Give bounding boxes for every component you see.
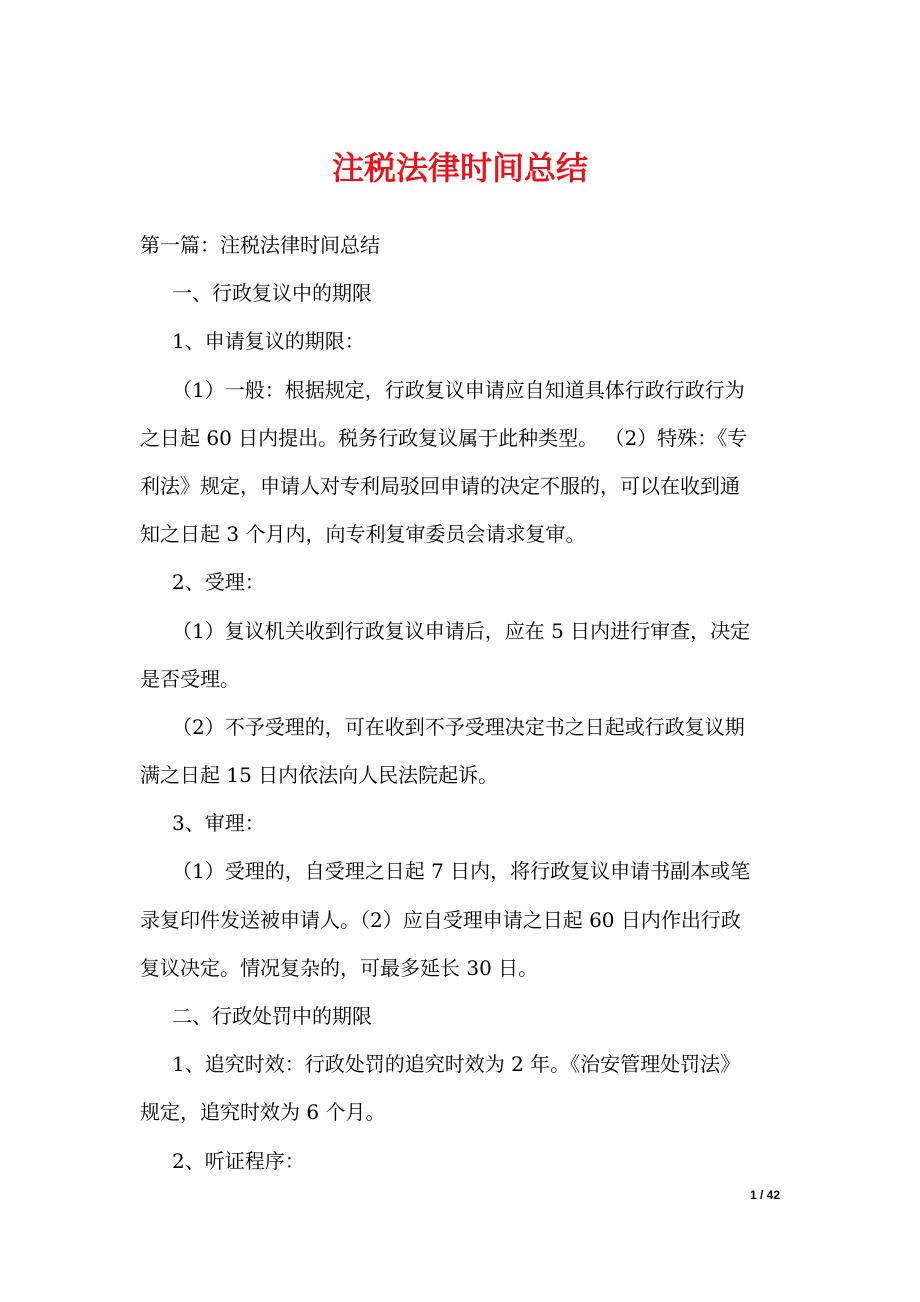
text-line: 复议决定。情况复杂的，可最多延长 30 日。 [140, 955, 539, 980]
text-line: 满之日起 15 日内依法向人民法院起诉。 [140, 763, 499, 788]
paragraph [140, 366, 790, 559]
text-line: 1、申请复议的期限： [172, 329, 365, 354]
document-body [140, 221, 790, 1185]
text-line: 录复印件发送被申请人。（2）应自受理申请之日起 60 日内作出行政 [140, 907, 741, 932]
paragraph [140, 221, 790, 269]
paragraph [140, 269, 790, 317]
text-line: 2、受理： [172, 570, 265, 595]
text-line: （1）受理的，自受理之日起 7 日内，将行政复议申请书副本或笔 [172, 859, 751, 884]
document-title: 注税法律时间总结 [331, 149, 588, 187]
text-line: 1、追究时效：行政处罚的追究时效为 2 年。《治安管理处罚法》 [172, 1052, 741, 1077]
text-line: 2、听证程序： [172, 1148, 305, 1173]
text-line: 规定，追究时效为 6 个月。 [140, 1100, 386, 1125]
paragraph [140, 992, 790, 1040]
text-line: 是否受理。 [140, 666, 240, 691]
text-line: 第一篇：注税法律时间总结 [140, 233, 380, 257]
paragraph [140, 607, 790, 703]
paragraph [140, 1137, 790, 1185]
paragraph [140, 847, 790, 992]
text-line: （1）一般：根据规定，行政复议申请应自知道具体行政行政行为 [172, 377, 745, 402]
text-line: （2）不予受理的，可在收到不予受理决定书之日起或行政复议期 [172, 714, 745, 739]
text-line: 知之日起 3 个月内，向专利复审委员会请求复审。 [140, 522, 586, 547]
paragraph [140, 703, 790, 799]
text-line: 二、行政处罚中的期限 [172, 1004, 372, 1028]
page-number: 1 / 42 [749, 1188, 780, 1202]
text-line: （1）复议机关收到行政复议申请后，应在 5 日内进行审查，决定 [172, 618, 751, 643]
text-line: 之日起 60 日内提出。税务行政复议属于此种类型。 （2）特殊：《专 [140, 425, 748, 450]
text-line: 3、审理： [172, 811, 265, 836]
paragraph [140, 558, 790, 606]
text-line: 利法》规定，申请人对专利局驳回申请的决定不服的，可以在收到通 [140, 473, 740, 498]
paragraph [140, 799, 790, 847]
paragraph [140, 317, 790, 365]
paragraph [140, 1040, 790, 1136]
text-line: 一、行政复议中的期限 [172, 281, 372, 306]
